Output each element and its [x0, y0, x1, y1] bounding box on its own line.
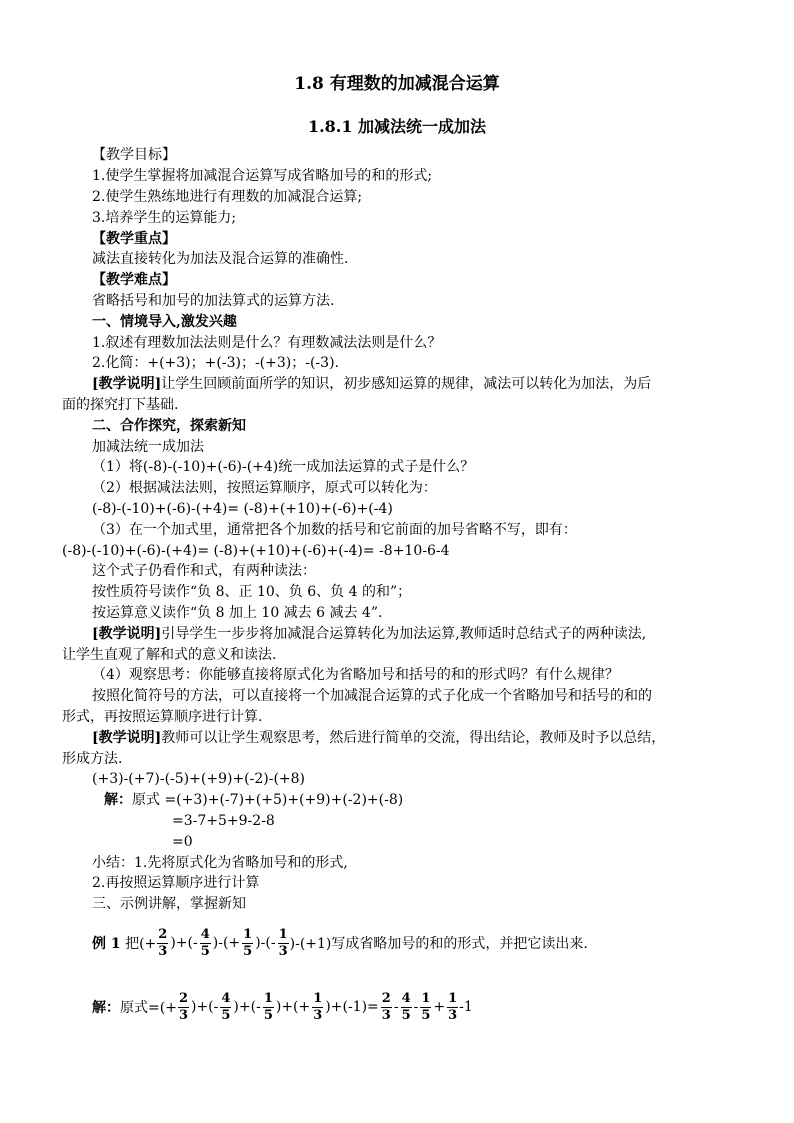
expression-1: (-8)-(-10)+(-6)-(+4)= (-8)+(+10)+(-6)+(-4) — [92, 501, 393, 517]
solution-label: 解： — [92, 1000, 120, 1016]
step-2: （2）根据减法法则，按照运算顺序，原式可以转化为： — [92, 480, 437, 496]
teaching-goals-heading: 【教学目标】 — [92, 147, 176, 163]
fraction: $\frac{1}{5}$ — [263, 990, 273, 1023]
solution-text: 原式=(+ — [120, 1000, 177, 1016]
fraction: $\frac{1}{5}$ — [421, 990, 431, 1023]
reading-1: 按性质符号读作“负 8、正 10、负 6、负 4 的和”； — [92, 584, 412, 600]
fraction: $\frac{2}{3}$ — [178, 990, 188, 1023]
example-text: )-(+1)写成省略加号的和的形式，并把它读出来. — [289, 936, 588, 952]
solution-label: 解： — [104, 792, 132, 808]
solution-text: -1 — [459, 999, 473, 1015]
example-text: )-(- — [255, 935, 276, 951]
teaching-note-label: [教学说明] — [92, 376, 162, 392]
question-1: 1.叙述有理数加法法则是什么？有理数减法法则是什么？ — [92, 335, 442, 351]
fraction: $\frac{1}{3}$ — [448, 990, 458, 1023]
example-1-solution — [92, 985, 473, 1029]
summary-1: 小结：1.先将原式化为省略加号和的形式, — [92, 855, 348, 871]
teaching-note-label: [教学说明] — [92, 730, 162, 746]
example-text: )+(- — [170, 935, 198, 951]
operator: - — [393, 999, 399, 1015]
teaching-note-text: 教师可以让学生观察思考，然后进行简单的交流，得出结论，教师及时予以总结， — [161, 730, 666, 746]
solution-step-3: =0 — [172, 834, 193, 850]
step-1: （1）将(-8)-(-10)+(-6)-(+4)统一成加法运算的式子是什么？ — [92, 459, 475, 475]
solution-text: )+(-1)= — [325, 999, 379, 1015]
section-1-heading: 一、情境导入,激发兴趣 — [92, 314, 237, 330]
example-text: 把(+ — [125, 936, 157, 952]
operator: - — [413, 999, 419, 1015]
method-text-cont: 形式，再按照运算顺序进行计算. — [62, 709, 263, 725]
exercise-expression: (+3)-(+7)-(-5)+(+9)+(-2)-(+8) — [92, 771, 306, 787]
fraction: $\frac{4}{5}$ — [200, 926, 210, 959]
section-2-heading: 二、合作探究，探索新知 — [92, 418, 246, 434]
solution-line-1 — [104, 790, 403, 810]
step-4: （4）观察思考：你能够直接将原式化为省略加号和括号的和的形式吗？有什么规律？ — [92, 667, 619, 683]
example-label: 例 1 — [92, 936, 121, 952]
difficulty-heading: 【教学难点】 — [92, 272, 176, 288]
teaching-note-3 — [92, 728, 665, 748]
section-title: 1.8.1 加减法统一成加法 — [307, 117, 487, 136]
teaching-note-2 — [92, 624, 646, 644]
fraction: $\frac{1}{3}$ — [313, 990, 323, 1023]
solution-text: )+(+ — [275, 999, 311, 1015]
topic-line: 加减法统一成加法 — [92, 439, 204, 455]
reading-intro: 这个式子仍看作和式，有两种读法： — [92, 563, 316, 579]
goal-1: 1.使学生掌握将加减混合运算写成省略加号的和的形式; — [92, 168, 433, 184]
section-3-heading: 三、示例讲解，掌握新知 — [92, 896, 246, 912]
teaching-note-text: 让学生回顾前面所学的知识，初步感知运算的规律，减法可以转化为加法，为后 — [161, 376, 652, 392]
goal-2: 2.使学生熟练地进行有理数的加减混合运算; — [92, 189, 363, 205]
example-text: )-(+ — [212, 935, 241, 951]
teaching-note-text: 引导学生一步步将加减混合运算转化为加法运算,教师适时总结式子的两种读法, — [161, 626, 647, 642]
reading-2: 按运算意义读作“负 8 加上 10 减去 6 减去 4”. — [92, 605, 383, 621]
step-3: （3）在一个加式里，通常把各个加数的括号和它前面的加号省略不写，即有： — [92, 522, 577, 538]
expression-2: (-8)-(-10)+(-6)-(+4)= (-8)+(+10)+(-6)+(-4)= -8+10-6-4 — [62, 543, 450, 559]
summary-2: 2.再按照运算顺序进行计算 — [92, 875, 260, 891]
teaching-note-label: [教学说明] — [92, 626, 162, 642]
solution-text: )+(- — [190, 999, 219, 1015]
fraction: $\frac{2}{3}$ — [158, 926, 168, 959]
page-title: 1.8 有理数的加减混合运算 — [294, 74, 500, 94]
teaching-note-2-cont: 让学生直观了解和式的意义和读法. — [62, 647, 277, 663]
solution-step-2: =3-7+5+9-2-8 — [172, 813, 275, 829]
method-text: 按照化简符号的方法，可以直接将一个加减混合运算的式子化成一个省略加号和括号的和的 — [92, 688, 652, 704]
fraction: $\frac{4}{5}$ — [221, 990, 231, 1023]
solution-step-1: 原式 =(+3)+(-7)+(+5)+(+9)+(-2)+(-8) — [132, 792, 404, 808]
goal-3: 3.培养学生的运算能力; — [92, 210, 237, 226]
operator: + — [433, 999, 446, 1015]
teaching-note-3-cont: 形成方法. — [62, 751, 123, 767]
fraction: $\frac{4}{5}$ — [401, 990, 411, 1023]
teaching-note-1-cont: 面的探究打下基础. — [62, 397, 179, 413]
question-2: 2.化简：+(+3)；+(-3)；-(+3)；-(-3). — [92, 355, 339, 371]
fraction: $\frac{1}{5}$ — [243, 926, 253, 959]
key-points-text: 减法直接转化为加法及混合运算的准确性. — [92, 251, 349, 267]
fraction: $\frac{1}{3}$ — [278, 926, 288, 959]
solution-text: )+(- — [233, 999, 261, 1015]
fraction: $\frac{2}{3}$ — [381, 990, 391, 1023]
key-points-heading: 【教学重点】 — [92, 231, 176, 247]
example-1 — [92, 921, 588, 965]
teaching-note-1 — [92, 374, 651, 394]
difficulty-text: 省略括号和加号的加法算式的运算方法. — [92, 293, 335, 309]
